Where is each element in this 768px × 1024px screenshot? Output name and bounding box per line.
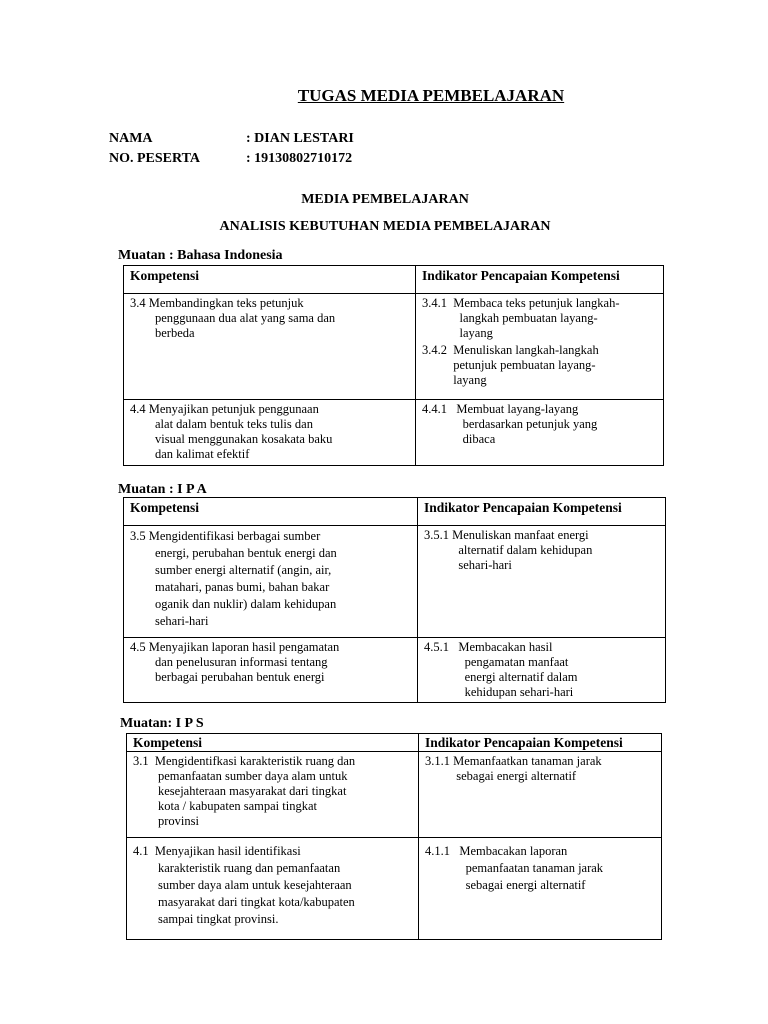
- kompetensi-text: 3.1 Mengidentifkasi karakteristik ruang dan pemanfaatan sumber daya alam untuk kesejahteraan masyarakat dari tingkat kota / kabupaten sampai tingkat provinsi: [133, 754, 356, 828]
- kompetensi-text: 3.5 Mengidentifikasi berbagai sumber energi, perubahan bentuk energi dan sumber energi alternatif (angin, air, matahari, panas bumi, bahan bakar oganik dan nuklir) dalam kehidupan sehari-hari: [130, 529, 337, 628]
- header-indikator: Indikator Pencapaian Kompetensi: [418, 498, 666, 526]
- header-kompetensi: Kompetensi: [124, 266, 416, 294]
- peserta-label: NO. PESERTA: [109, 151, 201, 166]
- table-row: [124, 638, 666, 703]
- header-indikator: Indikator Pencapaian Kompetensi: [419, 734, 662, 752]
- table-row: [124, 294, 664, 400]
- indikator-text: 3.4.2 Menuliskan langkah-langkah petunjuk pembuatan layang- layang: [422, 343, 599, 387]
- competency-table-ips: [126, 733, 662, 940]
- kompetensi-text: 3.4 Membandingkan teks petunjuk penggunaan dua alat yang sama dan berbeda: [130, 296, 336, 340]
- table-row: [124, 526, 666, 638]
- kompetensi-text: 4.1 Menyajikan hasil identifikasi karakteristik ruang dan pemanfaatan sumber daya alam untuk kesejahteraan masyarakat dari tingkat kota/kabupaten sampai tingkat provinsi.: [133, 844, 355, 926]
- indikator-text: 3.4.1 Membaca teks petunjuk langkah- langkah pembuatan layang- layang: [422, 296, 620, 340]
- indikator-text: 3.5.1 Menuliskan manfaat energi alternatif dalam kehidupan sehari-hari: [424, 528, 593, 572]
- table-row: [124, 400, 664, 466]
- competency-table-ipa: [123, 497, 666, 703]
- competency-table-bahasa: [123, 265, 664, 466]
- indikator-text: 4.5.1 Membacakan hasil pengamatan manfaat energi alternatif dalam kehidupan sehari-hari: [424, 640, 578, 699]
- kompetensi-text: 4.5 Menyajikan laporan hasil pengamatan dan penelusuran informasi tentang berbagai perubahan bentuk energi: [130, 640, 340, 684]
- kompetensi-text: 4.4 Menyajikan petunjuk penggunaan alat dalam bentuk teks tulis dan visual menggunakan kosakata baku dan kalimat efektif: [130, 402, 333, 461]
- peserta-value: : 19130802710172: [246, 151, 353, 166]
- table-row: [127, 752, 662, 838]
- nama-value: : DIAN LESTARI: [246, 131, 354, 146]
- muatan-label: Muatan: I P S: [120, 716, 204, 731]
- nama-label: NAMA: [109, 131, 153, 146]
- heading-media: MEDIA PEMBELAJARAN: [301, 192, 469, 207]
- muatan-label: Muatan : I P A: [118, 482, 207, 497]
- header-kompetensi: Kompetensi: [124, 498, 418, 526]
- heading-analisis: ANALISIS KEBUTUHAN MEDIA PEMBELAJARAN: [219, 219, 551, 234]
- indikator-text: 3.1.1 Memanfaatkan tanaman jarak sebagai energi alternatif: [425, 754, 602, 783]
- indikator-text: 4.4.1 Membuat layang-layang berdasarkan petunjuk yang dibaca: [422, 402, 598, 446]
- header-kompetensi: Kompetensi: [127, 734, 419, 752]
- document-title: TUGAS MEDIA PEMBELAJARAN: [297, 86, 565, 105]
- table-row: [127, 838, 662, 940]
- muatan-label: Muatan : Bahasa Indonesia: [118, 248, 283, 263]
- header-indikator: Indikator Pencapaian Kompetensi: [416, 266, 664, 294]
- indikator-text: 4.1.1 Membacakan laporan pemanfaatan tanaman jarak sebagai energi alternatif: [425, 844, 604, 892]
